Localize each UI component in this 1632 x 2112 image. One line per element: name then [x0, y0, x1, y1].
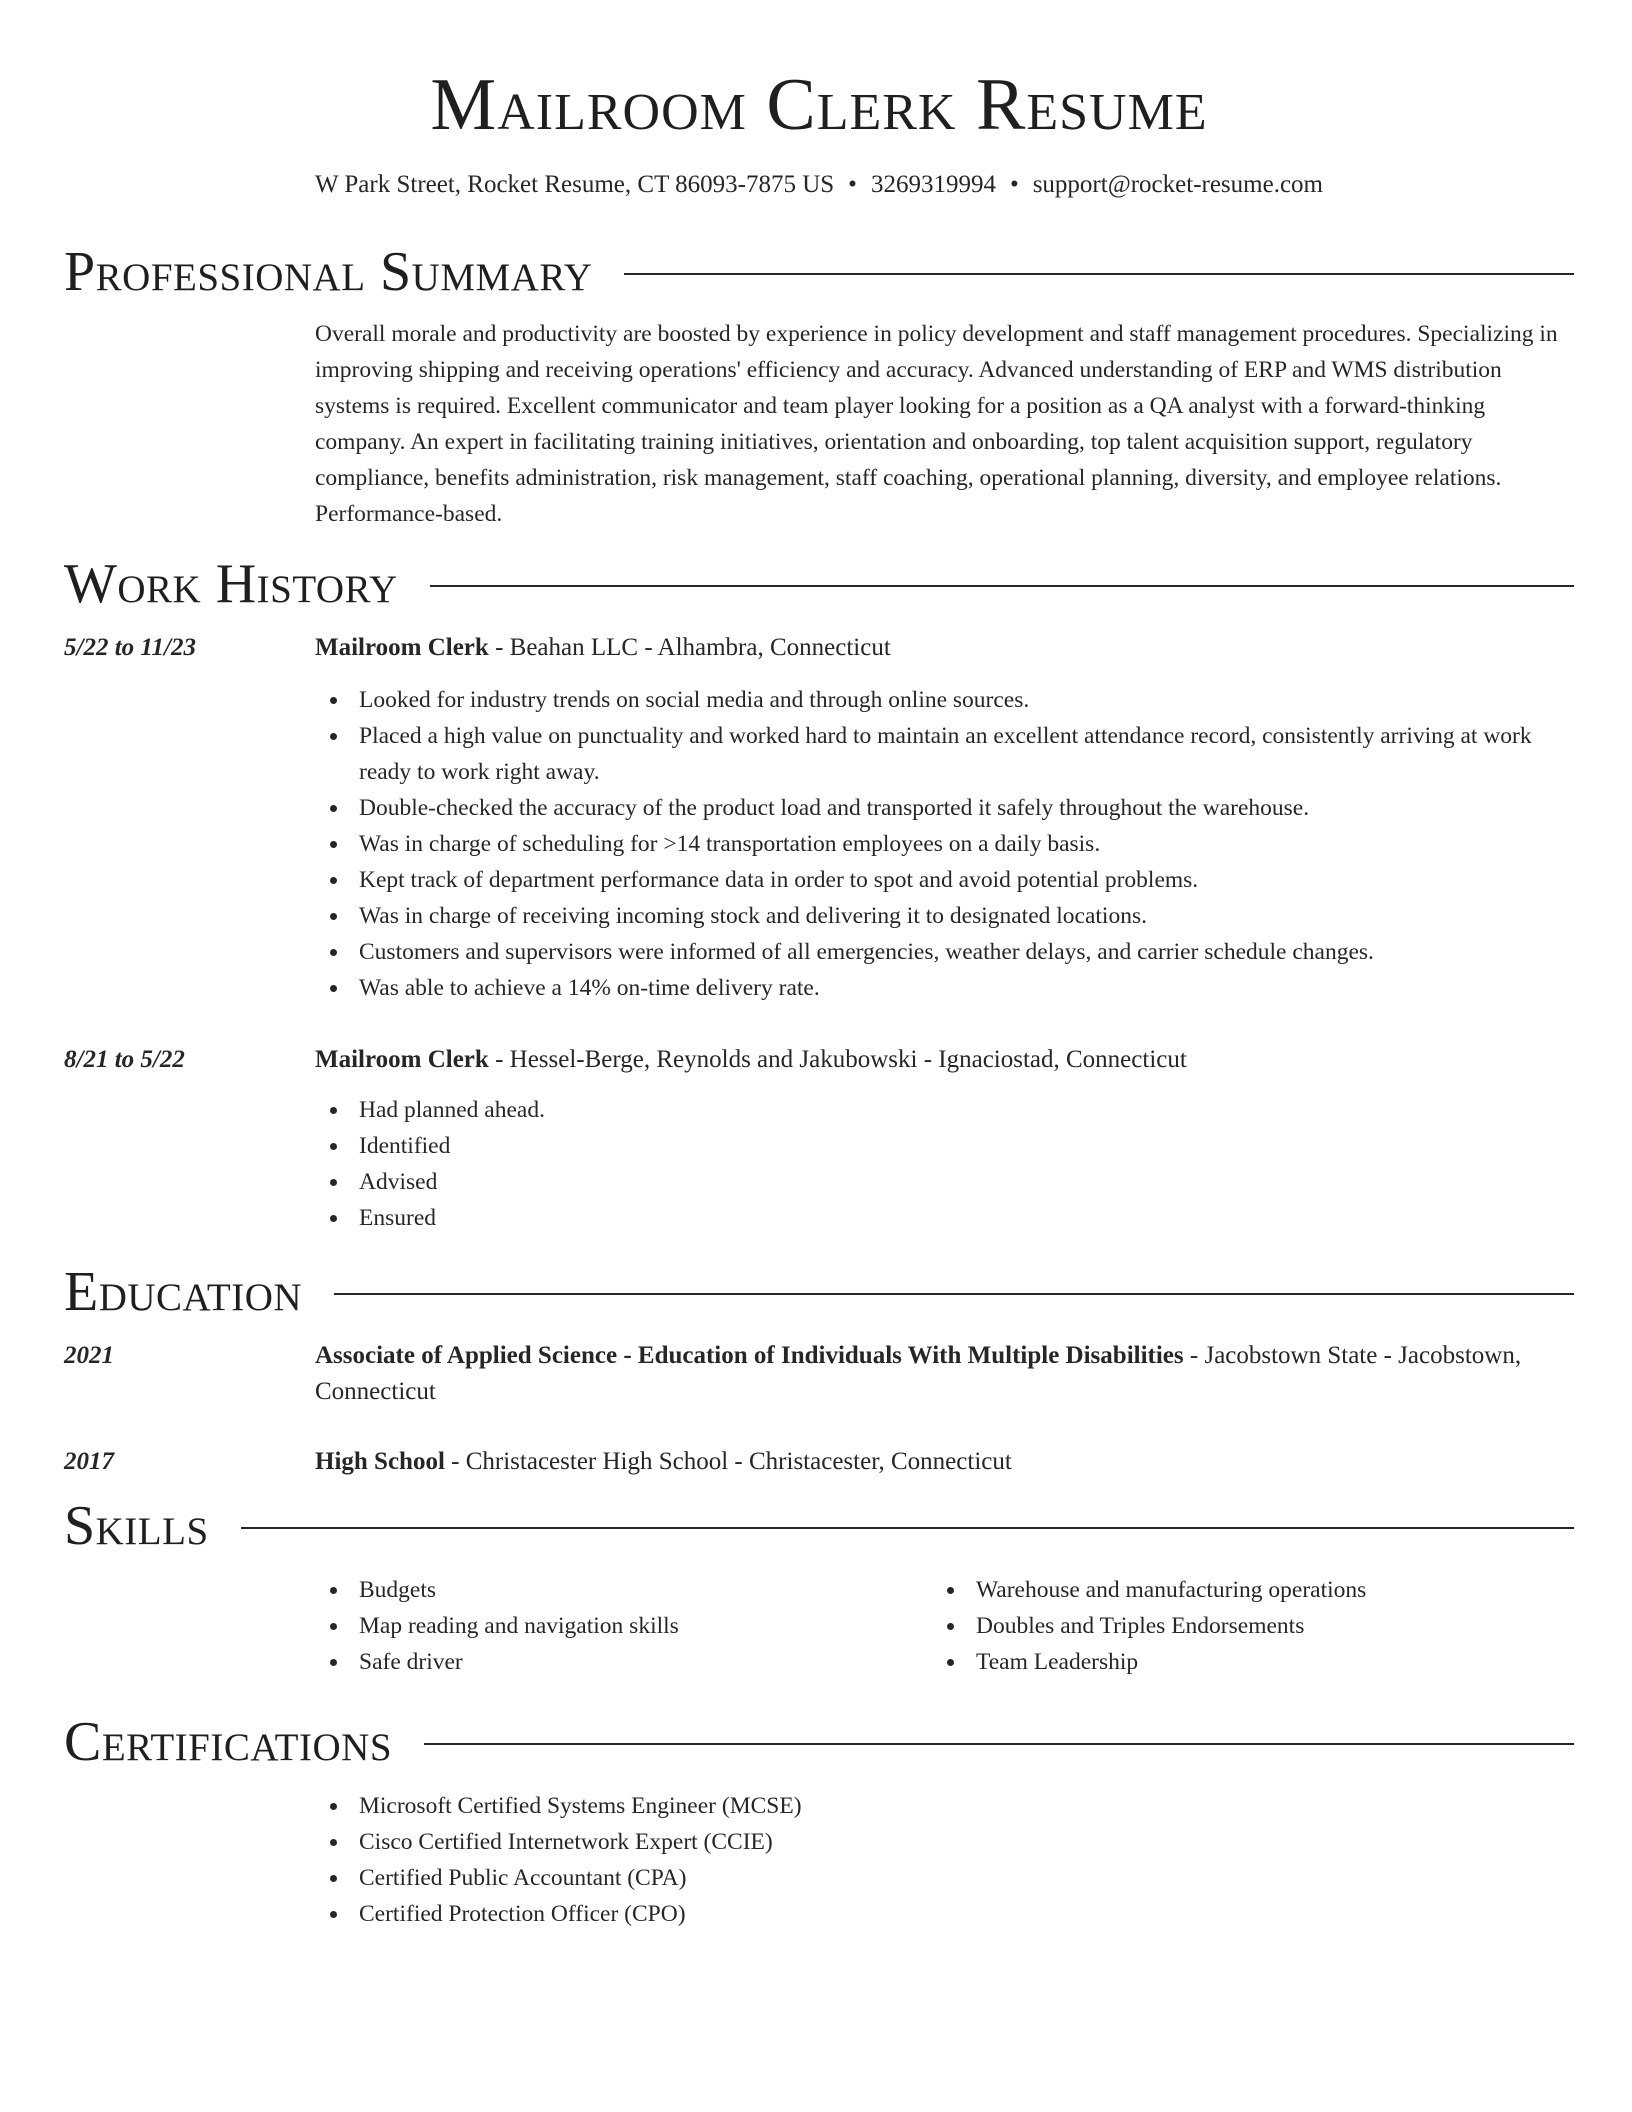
certifications-row — [64, 1788, 1574, 1932]
section-divider — [424, 1743, 1574, 1745]
list-item: Microsoft Certified Systems Engineer (MCSE) — [315, 1788, 1574, 1824]
list-item: Placed a high value on punctuality and worked hard to maintain an excellent attendance record, consistently arriving at work ready to work right away. — [315, 718, 1574, 790]
list-item: Doubles and Triples Endorsements — [932, 1608, 1549, 1644]
contact-separator: • — [848, 171, 857, 198]
contact-email[interactable]: support@rocket-resume.com — [1032, 171, 1323, 198]
work-history-heading-text: Work History — [64, 553, 398, 615]
job-body — [315, 630, 1574, 1006]
list-item: Budgets — [315, 1572, 932, 1608]
skills-grid — [315, 1572, 1574, 1680]
list-item: Kept track of department performance data in order to spot and avoid potential problems. — [315, 862, 1574, 898]
certifications-body — [315, 1788, 1574, 1932]
education-body — [315, 1444, 1574, 1480]
contact-address: W Park Street, Rocket Resume, CT 86093-7875 US — [315, 171, 835, 198]
education-degree: Associate of Applied Science - Education of Individuals With Multiple Disabilities — [315, 1342, 1184, 1369]
list-item: Team Leadership — [932, 1644, 1549, 1680]
education-entry — [64, 1444, 1574, 1480]
section-divider — [334, 1293, 1574, 1295]
education-heading — [64, 1260, 1574, 1324]
list-item: Ensured — [315, 1200, 1574, 1236]
job-body — [315, 1042, 1574, 1236]
education-year: 2021 — [64, 1342, 114, 1369]
list-item: Customers and supervisors were informed of all emergencies, weather delays, and carrier schedule changes. — [315, 934, 1574, 970]
contact-separator: • — [1009, 171, 1019, 198]
job-entry — [64, 1042, 1574, 1236]
education-school: - Christacester High School - Christacester, Connecticut — [444, 1448, 1012, 1475]
job-bullets — [315, 1092, 1574, 1236]
summary-left-spacer — [64, 316, 315, 532]
list-item: Certified Protection Officer (CPO) — [315, 1896, 1574, 1932]
list-item: Identified — [315, 1128, 1574, 1164]
list-item: Was able to achieve a 14% on-time delivery rate. — [315, 970, 1574, 1006]
job-company: - Beahan LLC - Alhambra, Connecticut — [488, 634, 891, 661]
certifications-list — [315, 1788, 1574, 1932]
job-bullets — [315, 682, 1574, 1006]
education-degree: High School — [315, 1448, 445, 1475]
list-item: Was in charge of scheduling for >14 transportation employees on a daily basis. — [315, 826, 1574, 862]
work-history-heading — [64, 552, 1574, 616]
list-item: Map reading and navigation skills — [315, 1608, 932, 1644]
skills-list-left — [315, 1572, 932, 1680]
summary-heading — [64, 240, 1574, 304]
list-item: Looked for industry trends on social media and through online sources. — [315, 682, 1574, 718]
skills-heading-text: Skills — [64, 1495, 209, 1557]
section-divider — [430, 585, 1574, 587]
list-item: Advised — [315, 1164, 1574, 1200]
education-entry — [64, 1338, 1574, 1410]
skills-left-spacer — [64, 1572, 315, 1680]
list-item: Certified Public Accountant (CPA) — [315, 1860, 1574, 1896]
job-dates: 8/21 to 5/22 — [64, 1046, 185, 1073]
summary-text: Overall morale and productivity are boosted by experience in policy development and staff management procedures. Specializing in improving shipping and receiving operations' efficiency and accuracy. Advanced understanding of ERP and WMS distribution systems is required. Excellent communicator and team player looking for a position as a QA analyst with a forward-thinking company. An expert in facilitating training initiatives, orientation and onboarding, top talent acquisition support, regulatory compliance, benefits administration, risk management, staff coaching, operational planning, diversity, and employee relations. Performance-based. — [315, 321, 1558, 527]
resume-title: Mailroom Clerk Resume — [430, 64, 1208, 146]
job-dates: 5/22 to 11/23 — [64, 634, 196, 661]
skills-row — [64, 1572, 1574, 1680]
list-item: Warehouse and manufacturing operations — [932, 1572, 1549, 1608]
education-heading-text: Education — [64, 1261, 303, 1323]
skills-heading — [64, 1494, 1574, 1558]
contact-phone[interactable]: 3269319994 — [870, 171, 996, 198]
list-item: Cisco Certified Internetwork Expert (CCIE) — [315, 1824, 1574, 1860]
job-heading — [315, 1042, 1574, 1078]
skills-list-right — [932, 1572, 1549, 1680]
list-item: Double-checked the accuracy of the product load and transported it safely throughout the warehouse. — [315, 790, 1574, 826]
job-company: - Hessel-Berge, Reynolds and Jakubowski - Ignaciostad, Connecticut — [488, 1046, 1187, 1073]
list-item: Had planned ahead. — [315, 1092, 1574, 1128]
certifications-heading-text: Certifications — [64, 1711, 393, 1773]
list-item: Safe driver — [315, 1644, 932, 1680]
summary-row — [64, 316, 1574, 532]
job-title: Mailroom Clerk — [315, 1046, 489, 1073]
resume-page — [64, 0, 1574, 1932]
job-entry — [64, 630, 1574, 1006]
summary-heading-text: Professional Summary — [64, 241, 593, 303]
certifications-left-spacer — [64, 1788, 315, 1932]
contact-line — [64, 168, 1574, 202]
list-item: Was in charge of receiving incoming stock and delivering it to designated locations. — [315, 898, 1574, 934]
section-divider — [241, 1527, 1574, 1529]
certifications-heading — [64, 1710, 1574, 1774]
education-school: - Jacobstown State - Jacobstown, Connecticut — [315, 1342, 1522, 1405]
education-year: 2017 — [64, 1448, 114, 1475]
job-title: Mailroom Clerk — [315, 634, 489, 661]
section-divider — [624, 273, 1574, 275]
education-body — [315, 1338, 1574, 1410]
job-heading — [315, 630, 1574, 666]
